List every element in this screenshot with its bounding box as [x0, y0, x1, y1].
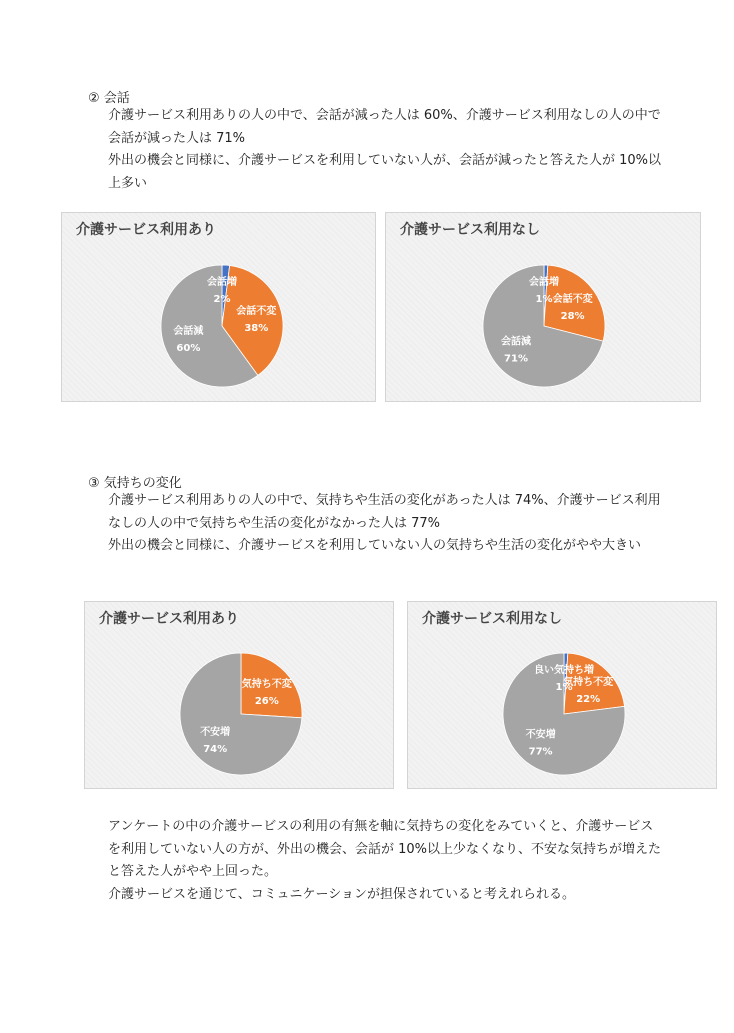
section-body-feelings [108, 490, 661, 558]
slice-label: 良い気持ち増 [534, 665, 594, 677]
section-body-conversation [108, 105, 661, 195]
slice-label: 不安増 [525, 729, 556, 741]
text-line: と答えた人がやや上回った。 [108, 864, 278, 879]
slice-label: 会話増 [207, 277, 237, 289]
section-title-feelings: ③ 気持ちの変化 [88, 476, 182, 491]
text-line: 外出の機会と同様に、介護サービスを利用していない人の気持ちや生活の変化がやや大きい [108, 538, 642, 553]
text-line: アンケートの中の介護サービスの利用の有無を軸に気持ちの変化をみていくと、介護サービス [108, 819, 654, 834]
slice-label: 気持ち不変 [563, 677, 614, 689]
slice-percent-label: 26% [254, 695, 279, 707]
slice-percent-label: 1% [555, 682, 573, 694]
chart-feelings-without-service [407, 601, 717, 789]
conclusion [108, 816, 661, 906]
slice-label: 会話不変 [236, 306, 277, 318]
slice-percent-label: 2% [213, 294, 231, 306]
pie-chart [85, 602, 395, 790]
slice-label: 気持ち不変 [241, 678, 292, 690]
slice-percent-label: 1% [535, 294, 553, 306]
text-line: 介護サービス利用ありの人の中で、会話が減った人は 60%、介護サービス利用なしの人の中で [108, 108, 661, 123]
slice-percent-label: 60% [176, 342, 201, 354]
text-line: 外出の機会と同様に、介護サービスを利用していない人が、会話が減ったと答えた人が 10%以 [108, 153, 662, 168]
chart-conversation-with-service [61, 212, 376, 402]
chart-title: 介護サービス利用なし [422, 611, 562, 627]
chart-conversation-without-service [385, 212, 701, 402]
slice-label: 会話減 [173, 325, 204, 337]
slice-label: 会話不変 [552, 294, 593, 306]
slice-label: 会話減 [501, 336, 531, 348]
text-line: 介護サービス利用ありの人の中で、気持ちや生活の変化があった人は 74%、介護サービス利用 [108, 493, 661, 508]
text-line: なしの人の中で気持ちや生活の変化がなかった人は 77% [108, 515, 441, 531]
pie-chart [408, 602, 718, 790]
pie-chart [386, 213, 702, 403]
slice-label: 会話増 [529, 277, 559, 289]
text-line: 介護サービスを通じて、コミュニケーションが担保されていると考えれられる。 [108, 886, 575, 902]
slice-percent-label: 22% [576, 694, 601, 706]
text-line: 上多い [108, 175, 148, 191]
chart-title: 介護サービス利用あり [99, 611, 239, 627]
pie-chart [62, 213, 377, 403]
chart-title: 介護サービス利用なし [400, 222, 540, 238]
text-line: 会話が減った人は 71% [108, 130, 246, 146]
section-title-conversation: ② 会話 [88, 91, 130, 106]
slice-percent-label: 77% [528, 746, 553, 758]
slice-percent-label: 38% [244, 323, 269, 335]
slice-percent-label: 74% [203, 744, 228, 756]
chart-feelings-with-service [84, 601, 394, 789]
slice-percent-label: 28% [560, 311, 585, 323]
chart-title: 介護サービス利用あり [76, 222, 216, 238]
slice-percent-label: 71% [504, 353, 528, 365]
text-line: を利用していない人の方が、外出の機会、会話が 10%以上少なくなり、不安な気持ちが増えた [108, 841, 662, 857]
slice-label: 不安増 [200, 727, 231, 739]
